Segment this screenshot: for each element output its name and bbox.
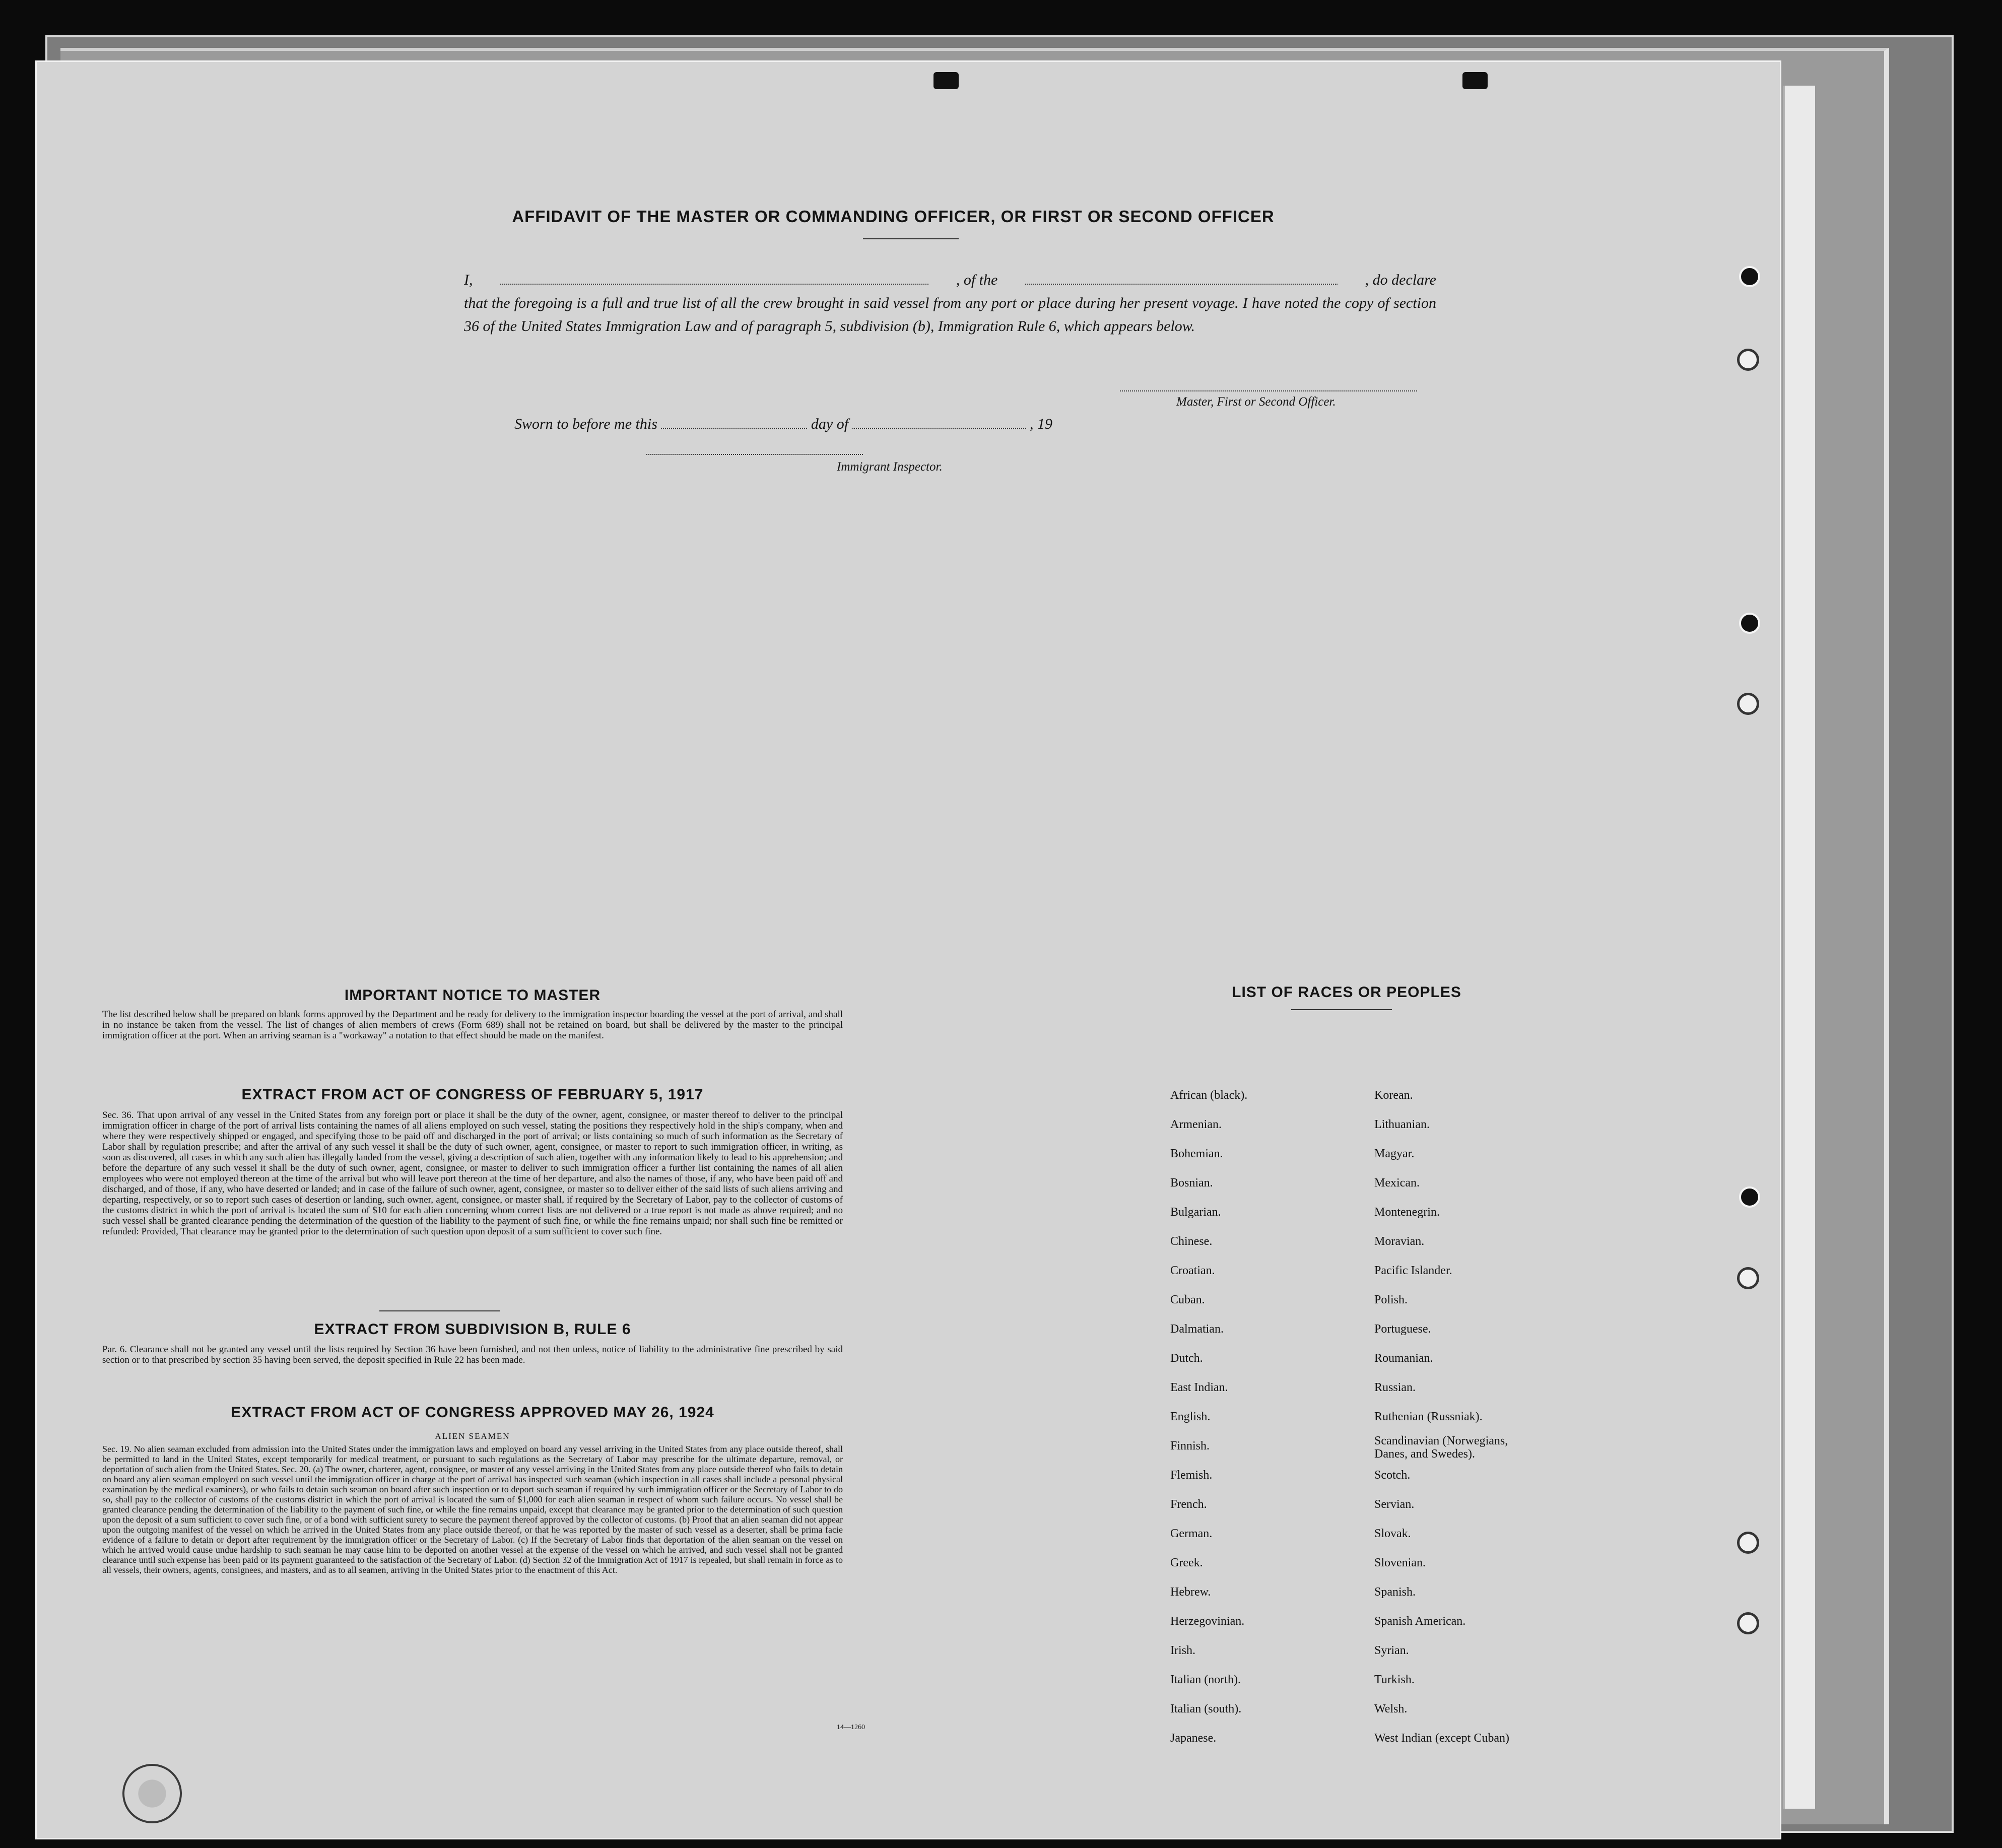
name-field[interactable] (500, 271, 928, 285)
race-item: Montenegrin. (1374, 1206, 1440, 1219)
act-1924-title: EXTRACT FROM ACT OF CONGRESS APPROVED MAY 26, 1924 (231, 1404, 714, 1421)
sworn-day-label: day of (811, 416, 849, 432)
section-divider (379, 1310, 500, 1311)
inspector-signature-line[interactable] (646, 454, 863, 455)
race-item: Greek. (1170, 1556, 1203, 1569)
race-item: Bulgarian. (1170, 1206, 1221, 1219)
race-item: Cuban. (1170, 1293, 1205, 1306)
master-signature-label: Master, First or Second Officer. (1176, 395, 1336, 409)
race-item: Turkish. (1374, 1673, 1415, 1686)
race-item: Hebrew. (1170, 1586, 1211, 1599)
race-item: Irish. (1170, 1644, 1195, 1657)
race-item: Roumanian. (1374, 1352, 1433, 1365)
rule6-title: EXTRACT FROM SUBDIVISION B, RULE 6 (314, 1321, 631, 1338)
binder-hole-icon (1737, 1267, 1759, 1289)
race-item: Moravian. (1374, 1235, 1425, 1248)
sworn-day-field[interactable] (661, 415, 807, 429)
race-item: French. (1170, 1498, 1207, 1511)
race-item: Slovenian. (1374, 1556, 1426, 1569)
race-item: Polish. (1374, 1293, 1408, 1306)
race-item: English. (1170, 1410, 1211, 1423)
race-item: Bosnian. (1170, 1176, 1213, 1190)
race-item: Dalmatian. (1170, 1323, 1224, 1336)
race-item: Mexican. (1374, 1176, 1420, 1190)
act-1924-text: Sec. 19. No alien seaman excluded from admission into the United States under the immigration laws and employed on board any vessel arriving in the United States from any place outside thereof, shall be permitted to land in the United States, except temporarily for medical treatment, or pursuant to such regulations as the Secretary of Labor may prescribe for the ultimate departure, removal, or deportation of such alien from the United States. Sec. 20. (a) The owner, charterer, agent, consignee, or master of any vessel arriving in the United States from any place outside thereof who fails to detain on board any alien seaman employed on such vessel until the immigration officer in charge at the port of arrival has inspected such seaman (which inspection in all cases shall include a personal physical examination by the medical examiners), or who fails to detain such seaman on board after such inspection or to deport such seaman if required by such immigration officer or the Secretary of Labor to do so, shall pay to the collector of customs of the customs district in which the port of arrival is located the sum of $1,000 for each alien seaman in respect of whom such failure occurs. No vessel shall be granted clearance pending the determination of the liability to the payment of such fine, or while the fine remains unpaid, except that clearance may be granted prior to the determination of such question upon the deposit of a sum sufficient to cover such fine, or of a bond with sufficient surety to secure the payment thereof approved by the collector of customs. (b) Proof that an alien seaman did not appear upon the outgoing manifest of the vessel on which he arrived in the United States from any place outside thereof, or that he was reported by the master of such vessel as a deserter, shall be prima facie evidence of a failure to detain or deport after requirement by the immigration officer or the Secretary of Labor. (c) If the Secretary of Labor finds that deportation of the alien seaman on the vessel on which he arrived would cause undue hardship to such seaman he may cause him to be deported on another vessel at the expense of the vessel on which he arrived, and such vessel shall not be granted clearance until such expense has been paid or its payment guaranteed to the satisfaction of the Secretary of Labor. (d) Section 32 of the Immigration Act of 1917 is repealed, but shall remain in force as to all vessels, their owners, agents, consignees, and masters, and as to all seamen, arriving in the United States prior to the enactment of this Act. (102, 1444, 843, 1575)
race-item: Herzegovinian. (1170, 1615, 1245, 1628)
inspector-signature-label: Immigrant Inspector. (837, 460, 943, 474)
race-item: Lithuanian. (1374, 1118, 1430, 1131)
binder-hole-icon (1737, 1612, 1759, 1634)
race-item: Chinese. (1170, 1235, 1213, 1248)
binder-hole-icon (1739, 266, 1760, 287)
vessel-field[interactable] (1025, 271, 1338, 285)
race-item: Italian (south). (1170, 1702, 1242, 1715)
race-item: Scandinavian (Norwegians, Danes, and Swedes). (1374, 1434, 1508, 1461)
race-item: German. (1170, 1527, 1213, 1540)
binder-clip (1462, 72, 1488, 89)
race-item: Finnish. (1170, 1439, 1210, 1453)
binder-hole-icon (1737, 693, 1759, 715)
race-item: Ruthenian (Russniak). (1374, 1410, 1483, 1423)
declaration-text: that the foregoing is a full and true list of all the crew brought in said vessel from any port or place during her present voyage. I have noted the copy of section 36 of the United States Immigration Law and of paragraph 5, subdivision (b), Immigration Rule 6, which appears below. (464, 295, 1436, 335)
race-item: Flemish. (1170, 1469, 1213, 1482)
form-number: 14—1260 (837, 1724, 865, 1731)
race-item: Syrian. (1374, 1644, 1409, 1657)
affidavit-body (464, 269, 1436, 338)
binder-hole-icon (1737, 1532, 1759, 1554)
race-item: West Indian (except Cuban) (1374, 1732, 1509, 1745)
races-divider (1291, 1009, 1392, 1010)
race-item: Magyar. (1374, 1147, 1415, 1160)
notice-title: IMPORTANT NOTICE TO MASTER (344, 987, 601, 1004)
act-1917-title: EXTRACT FROM ACT OF CONGRESS OF FEBRUARY 5, 1917 (241, 1086, 704, 1103)
race-item: Dutch. (1170, 1352, 1203, 1365)
declaration-declare: , do declare (1365, 272, 1436, 288)
race-item: Russian. (1374, 1381, 1416, 1394)
race-item: Korean. (1374, 1089, 1413, 1102)
race-item: Portuguese. (1374, 1323, 1431, 1336)
declaration-i: I, (464, 272, 473, 288)
sworn-month-field[interactable] (852, 415, 1026, 429)
race-item: East Indian. (1170, 1381, 1228, 1394)
affidavit-title: AFFIDAVIT OF THE MASTER OR COMMANDING OFFICER, OR FIRST OR SECOND OFFICER (512, 207, 1275, 226)
race-item: Slovak. (1374, 1527, 1411, 1540)
race-item: Servian. (1374, 1498, 1415, 1511)
race-item: Welsh. (1374, 1702, 1408, 1715)
alien-seamen-heading: ALIEN SEAMEN (435, 1431, 510, 1441)
declaration-of-the: , of the (956, 272, 998, 288)
binder-edge (1783, 86, 1815, 1809)
master-signature-line[interactable] (1120, 390, 1417, 391)
archive-seal-icon (122, 1764, 182, 1823)
title-divider (863, 238, 959, 239)
race-item: Pacific Islander. (1374, 1264, 1452, 1277)
document-page (35, 60, 1781, 1839)
binder-hole-icon (1737, 349, 1759, 371)
declaration-line (464, 269, 1436, 292)
sworn-line (514, 415, 1052, 433)
race-item: Armenian. (1170, 1118, 1222, 1131)
sworn-prefix: Sworn to before me this (514, 416, 657, 432)
binder-hole-icon (1739, 1186, 1760, 1208)
race-item: Spanish American. (1374, 1615, 1466, 1628)
race-item: African (black). (1170, 1089, 1248, 1102)
race-item: Croatian. (1170, 1264, 1215, 1277)
sworn-year-label: , 19 (1030, 416, 1053, 432)
race-item: Scotch. (1374, 1469, 1411, 1482)
races-title: LIST OF RACES OR PEOPLES (1232, 984, 1461, 1001)
race-item: Japanese. (1170, 1732, 1217, 1745)
race-item: Spanish. (1374, 1586, 1416, 1599)
race-item: Bohemian. (1170, 1147, 1223, 1160)
binder-hole-icon (1739, 613, 1760, 634)
binder-clip (933, 72, 959, 89)
act-1917-text: Sec. 36. That upon arrival of any vessel in the United States from any foreign port or place it shall be the duty of the owner, agent, consignee, or master thereof to deliver to the principal immigration officer in charge of the port of arrival lists containing the names of all aliens employed on such vessel, stating the positions they respectively hold in the ship's company, when and where they were respectively shipped or engaged, and specifying those to be paid off and discharged in the port of arrival; or lists containing so much of such information as the Secretary of Labor shall by regulation prescribe; and after the arrival of any such vessel it shall be the duty of such owner, agent, consignee, or master to report to such immigration officer, in writing, as soon as discovered, all cases in which any such alien has illegally landed from the vessel, giving a description of such alien, together with any information likely to lead to his apprehension; and before the departure of any such vessel it shall be the duty of such owner, agent, consignee, or master to deliver to such immigration officer a further list containing the names of all alien employees who were not employed thereon at the time of the arrival but who will leave port thereon at the time of her departure, and also the names of those, if any, who have been paid off and discharged, and of those, if any, who have deserted or landed; and in case of the failure of such owner, agent, consignee, or master so to deliver either of the said lists of such aliens arriving and departing, respectively, or so to report such cases of desertion or landing, such owner, agent, consignee, or master shall, if required by the Secretary of Labor, pay to the collector of customs of the customs district in which the port of arrival is located the sum of $10 for each alien concerning whom correct lists are not delivered or a true report is not made as above required; and no such vessel shall be granted clearance pending the determination of the question of the liability to the payment of such fine, or while the fine remains unpaid; nor shall such fine be remitted or refunded: Provided, That clearance may be granted prior to the determination of such question upon deposit of a sum sufficient to cover such fine. (102, 1110, 843, 1237)
rule6-text: Par. 6. Clearance shall not be granted any vessel until the lists required by Section 36 have been furnished, and not then unless, notice of liability to the administrative fine prescribed by said section or to that prescribed by section 35 having been served, the deposit specified in Rule 22 has been made. (102, 1344, 843, 1365)
race-item: Italian (north). (1170, 1673, 1241, 1686)
notice-text: The list described below shall be prepared on blank forms approved by the Department and be ready for delivery to the immigration inspector boarding the vessel at the port of arrival, and shall in no instance be taken from the vessel. The list of changes of alien members of crews (Form 689) shall not be retained on board, but shall be delivered by the master to the principal immigration officer at the port. When an arriving seaman is a "workaway" a notation to that effect should be made on the manifest. (102, 1009, 843, 1041)
